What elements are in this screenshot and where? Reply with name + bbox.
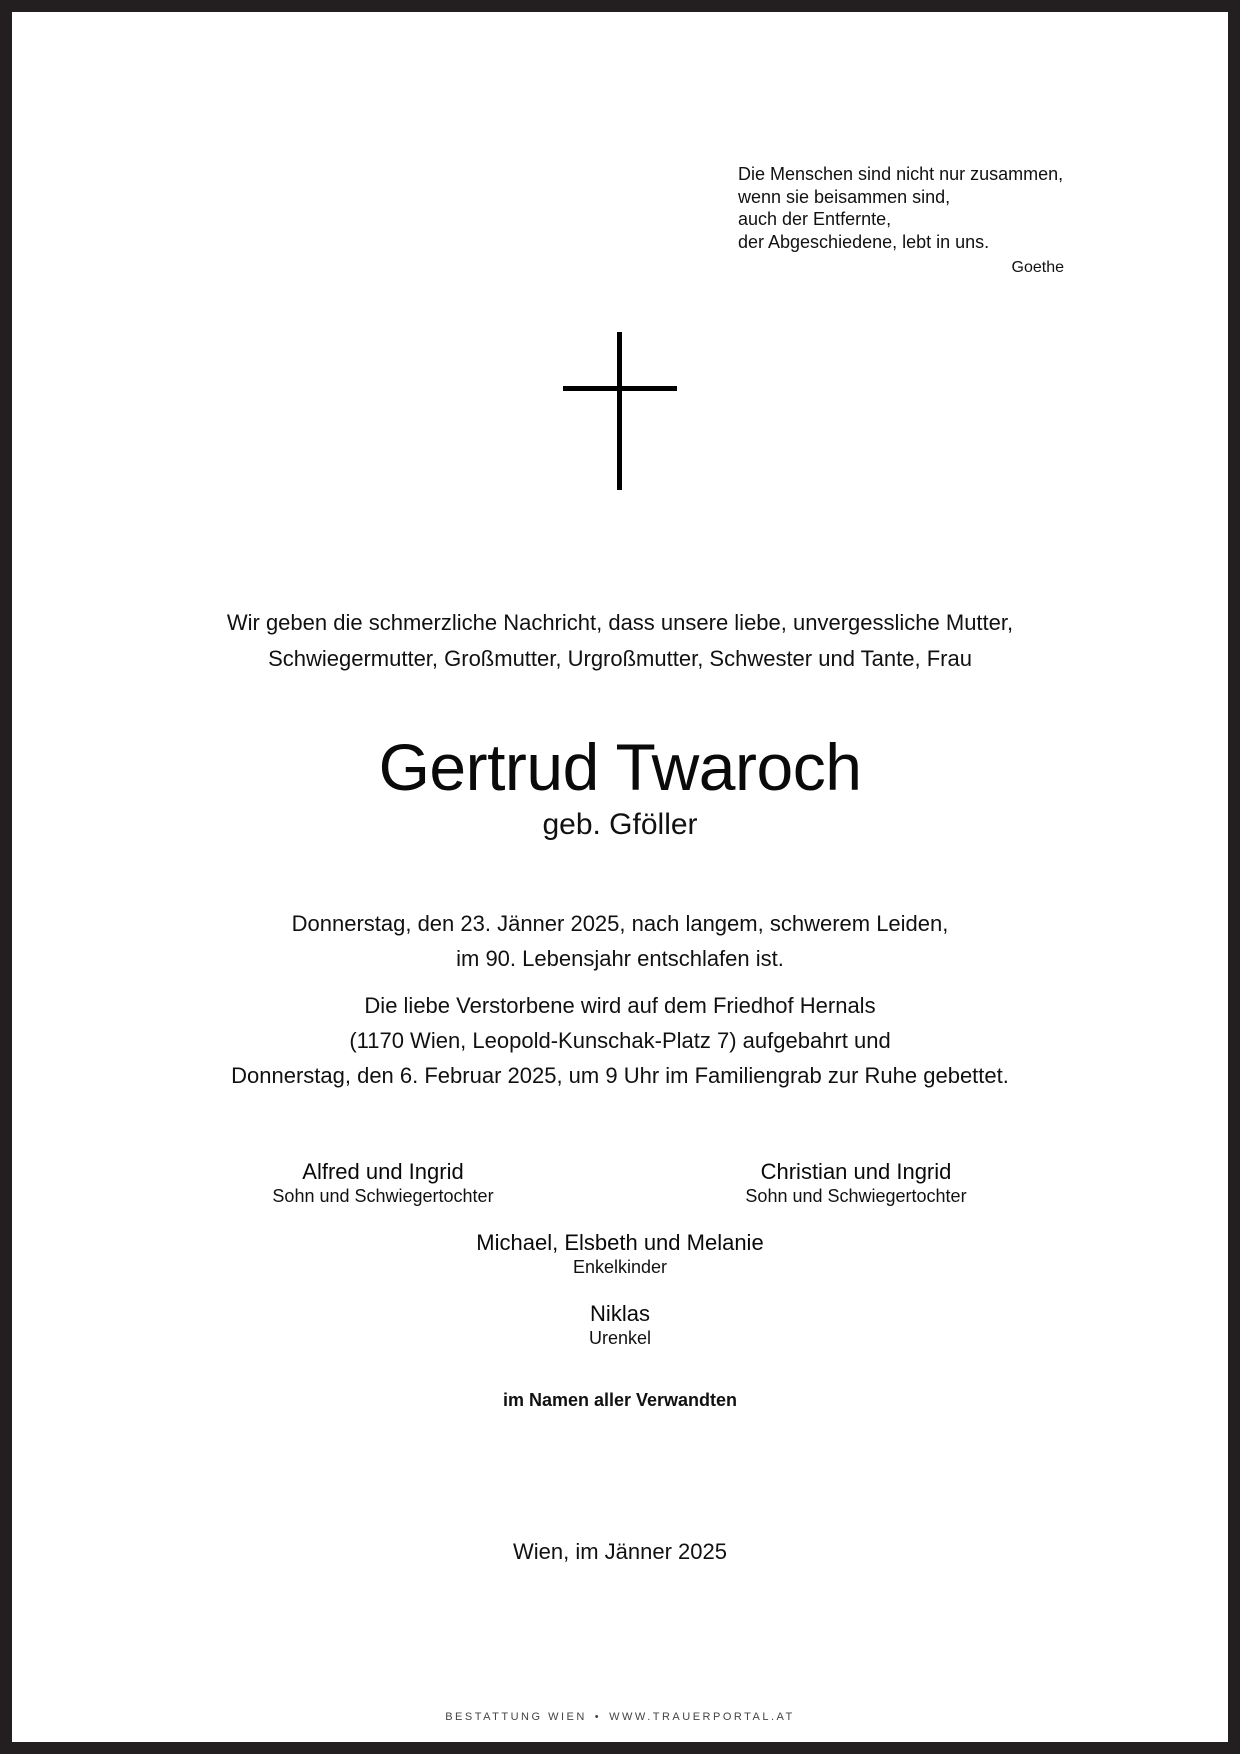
quote-line: wenn sie beisammen sind, [738,186,951,207]
footer-company: BESTATTUNG WIEN [445,1711,587,1723]
details-line: Donnerstag, den 23. Jänner 2025, nach langem, schwerem Leiden, [291,911,949,936]
quote-line: Die Menschen sind nicht nur zusammen, [738,164,1064,184]
details-line: Die liebe Verstorbene wird auf dem Friedhof Hernals [364,993,876,1018]
intro-text [0,605,1240,677]
mourner-name: Michael, Elsbeth und Melanie [476,1230,764,1255]
mourner-relation: Urenkel [588,1328,652,1348]
quote-line: der Abgeschiedene, lebt in uns. [738,231,990,252]
intro-line: Wir geben die schmerzliche Nachricht, dass unsere liebe, unvergessliche Mutter, [226,610,1014,635]
cross-vertical-bar [617,332,622,490]
mourner-entry [420,1301,820,1350]
footer-separator: • [594,1711,602,1723]
place-date: Wien, im Jänner 2025 [513,1539,727,1564]
cross-horizontal-bar [563,386,677,391]
deceased-name: Gertrud Twaroch [378,730,862,804]
mourner-entry [656,1159,1056,1208]
death-details [0,906,1240,1093]
quote-line: auch der Entfernte, [738,209,892,229]
behalf-line: im Namen aller Verwandten [502,1390,738,1410]
details-line: im 90. Lebensjahr entschlafen ist. [456,946,784,971]
footer [0,1711,1240,1723]
mourner-entry [183,1159,583,1208]
mourner-entry [420,1230,820,1279]
mourner-name: Christian und Ingrid [760,1159,952,1184]
mourner-relation: Sohn und Schwiegertochter [272,1186,494,1206]
details-line: Donnerstag, den 6. Februar 2025, um 9 Uhr im Familiengrab zur Ruhe gebettet. [231,1063,1009,1088]
deceased-birth-name: geb. Gföller [542,808,698,841]
quote-author: Goethe [1011,259,1064,276]
footer-website: WWW.TRAUERPORTAL.AT [609,1711,795,1723]
intro-line: Schwiegermutter, Großmutter, Urgroßmutter, Schwester und Tante, Frau [268,646,972,671]
mourner-name: Alfred und Ingrid [302,1159,464,1184]
quote-block [738,163,1064,280]
mourner-relation: Enkelkinder [572,1257,668,1277]
mourner-name: Niklas [590,1301,650,1326]
details-line: (1170 Wien, Leopold-Kunschak-Platz 7) aufgebahrt und [349,1028,891,1053]
cross-icon [563,332,677,490]
mourner-relation: Sohn und Schwiegertochter [745,1186,967,1206]
